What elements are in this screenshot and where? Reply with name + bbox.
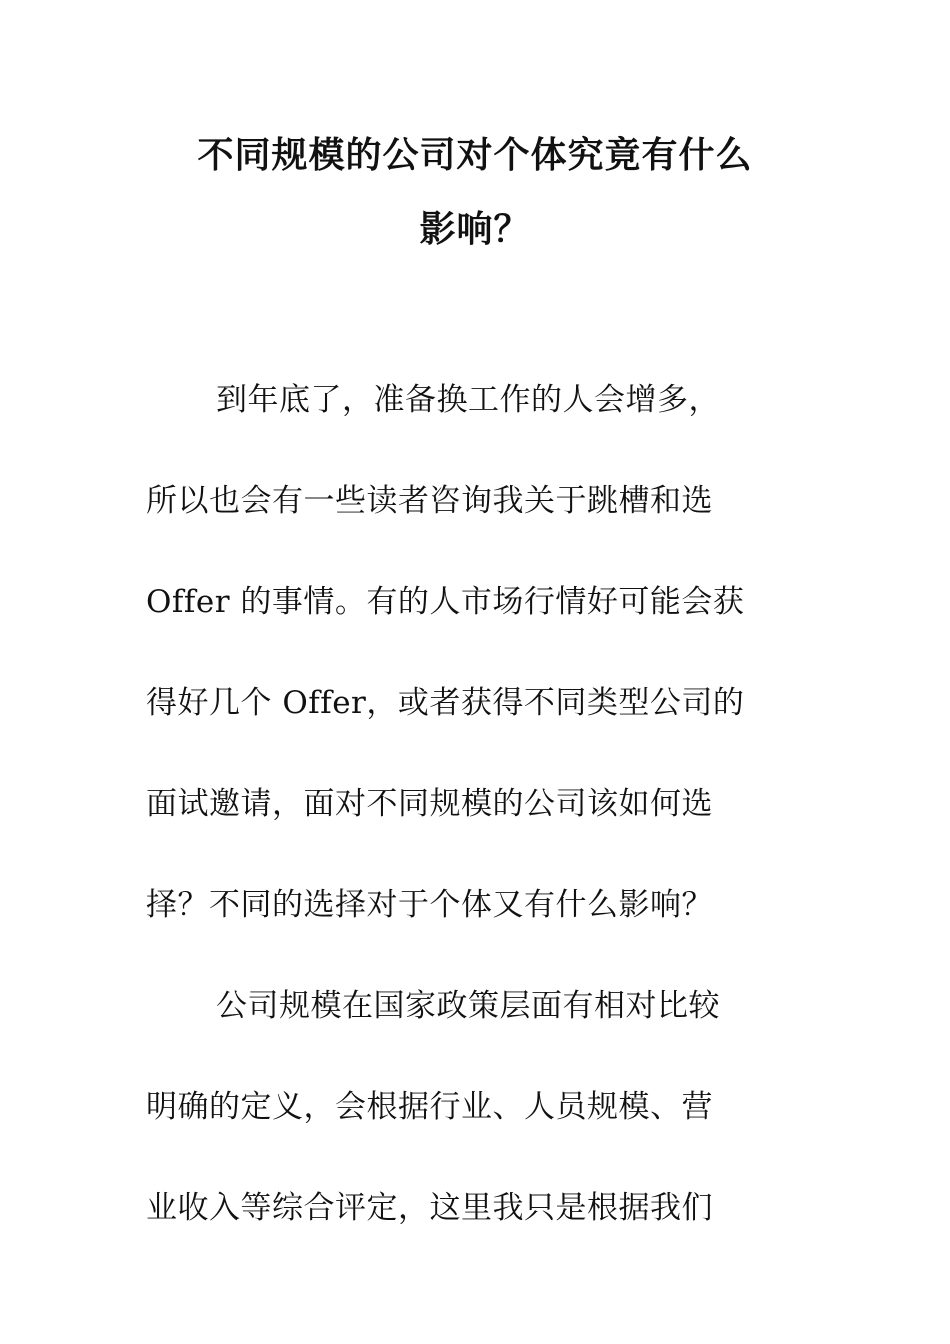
paragraph-line: 到年底了，准备换工作的人会增多， xyxy=(216,382,720,418)
paragraph-line: 公司规模在国家政策层面有相对比较 xyxy=(216,988,720,1024)
title-line-2: 影响？ xyxy=(419,208,531,250)
paragraph-line: Offer 的事情。有的人市场行情好可能会获 xyxy=(146,584,745,620)
paragraph-line: 择？不同的选择对于个体又有什么影响？ xyxy=(146,887,713,923)
paragraph-1 xyxy=(146,364,806,970)
paragraph-line: 明确的定义，会根据行业、人员规模、营 xyxy=(146,1089,713,1125)
paragraph-line: 面试邀请，面对不同规模的公司该如何选 xyxy=(146,786,713,822)
paragraph-line: 得好几个 Offer，或者获得不同类型公司的 xyxy=(146,685,745,721)
paragraph-line: 业收入等综合评定，这里我只是根据我们 xyxy=(146,1190,713,1226)
document-title xyxy=(120,118,830,266)
paragraph-2 xyxy=(146,970,806,1273)
document-body xyxy=(146,364,806,1273)
title-line-1: 不同规模的公司对个体究竟有什么 xyxy=(197,134,753,176)
paragraph-line: 所以也会有一些读者咨询我关于跳槽和选 xyxy=(146,483,713,519)
